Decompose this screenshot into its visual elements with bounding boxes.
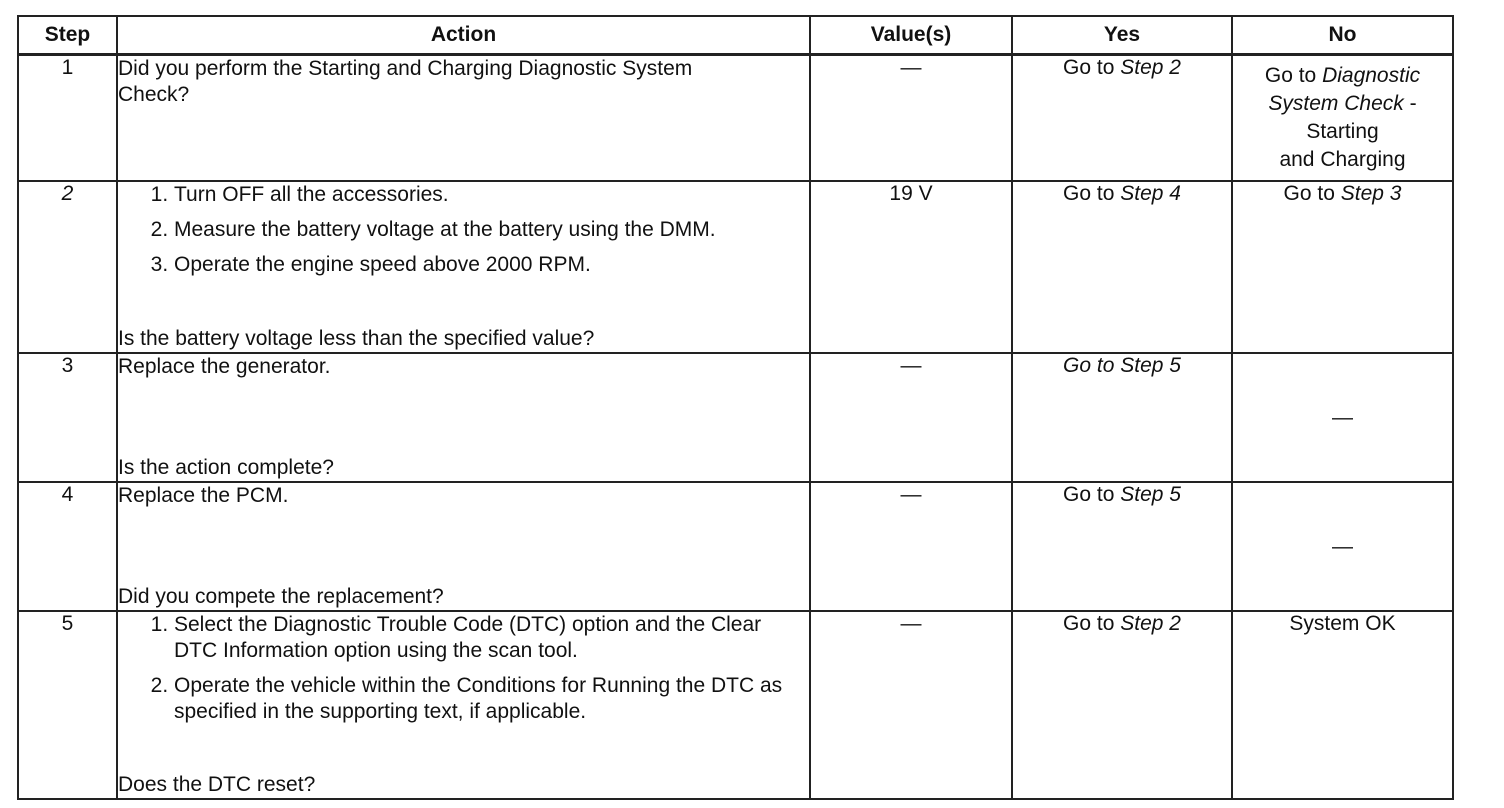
header-yes: Yes	[1012, 16, 1232, 55]
yes-step-link: Step 5	[1120, 483, 1181, 506]
yes-step-link: Step 4	[1120, 182, 1181, 205]
step-number: 3	[18, 353, 117, 482]
value-cell	[810, 482, 1012, 611]
action-text: Replace the PCM.	[118, 484, 289, 507]
no-target-line1: Diagnostic	[1322, 64, 1421, 87]
header-values: Value(s)	[810, 16, 1012, 55]
step-number: 5	[18, 611, 117, 799]
procedure-list	[118, 612, 794, 730]
question-text: Is the battery voltage less than the specified value?	[118, 327, 595, 350]
no-prefix: Go to	[1283, 182, 1341, 205]
no-cell	[1232, 611, 1453, 799]
question-text: Is the action complete?	[118, 456, 334, 479]
yes-prefix: Go to	[1063, 483, 1121, 506]
action-cell	[117, 611, 810, 799]
header-step: Step	[18, 16, 117, 55]
step-number: 2	[18, 181, 117, 353]
yes-cell	[1012, 181, 1232, 353]
action-cell	[117, 482, 810, 611]
value-text: —	[900, 612, 922, 635]
no-text: System OK	[1289, 612, 1396, 635]
table-row	[18, 55, 1453, 182]
action-cell	[117, 55, 810, 182]
step-number: 4	[18, 482, 117, 611]
yes-cell	[1012, 353, 1232, 482]
question-text: Did you compete the replacement?	[118, 585, 444, 608]
value-cell	[810, 353, 1012, 482]
action-cell	[117, 353, 810, 482]
table-row	[18, 353, 1453, 482]
yes-prefix: Go to	[1063, 612, 1121, 635]
no-cell	[1232, 55, 1453, 182]
diagnostic-table	[17, 15, 1454, 800]
no-suffix: -	[1409, 92, 1417, 115]
yes-step-link: Go to Step 5	[1063, 354, 1181, 377]
table-row	[18, 181, 1453, 353]
procedure-step: 2. Operate the vehicle within the Conditions for Running the DTC as specified in the supporting text, if applicable.	[174, 673, 794, 725]
yes-cell	[1012, 55, 1232, 182]
value-text: —	[900, 56, 922, 79]
no-line4: and Charging	[1279, 148, 1406, 171]
value-text: —	[900, 354, 922, 377]
yes-cell	[1012, 611, 1232, 799]
action-cell	[117, 181, 810, 353]
table-row	[18, 482, 1453, 611]
no-cell	[1232, 181, 1453, 353]
value-cell	[810, 55, 1012, 182]
step-number: 1	[18, 55, 117, 182]
procedure-step: 1. Turn OFF all the accessories.	[174, 182, 734, 208]
no-step-link: Step 3	[1340, 182, 1402, 205]
yes-step-link: Step 2	[1120, 56, 1181, 79]
no-text: —	[1332, 405, 1353, 429]
procedure-step: 1. Select the Diagnostic Trouble Code (DTC) option and the Clear DTC Information option using the scan tool.	[174, 612, 794, 664]
action-text: Did you perform the Starting and Charging Diagnostic System Check?	[118, 57, 693, 106]
no-text: —	[1332, 534, 1353, 558]
no-cell	[1232, 353, 1453, 482]
yes-prefix: Go to	[1063, 182, 1121, 205]
no-line3: Starting	[1306, 120, 1379, 143]
procedure-step: 3. Operate the engine speed above 2000 RPM.	[174, 252, 734, 278]
procedure-step: 2. Measure the battery voltage at the battery using the DMM.	[174, 217, 734, 243]
action-text: Replace the generator.	[118, 355, 331, 378]
question-text: Does the DTC reset?	[118, 773, 316, 796]
no-cell	[1232, 482, 1453, 611]
no-target-line2: System Check	[1268, 92, 1404, 115]
yes-step-link: Step 2	[1120, 612, 1181, 635]
value-cell	[810, 181, 1012, 353]
header-no: No	[1232, 16, 1453, 55]
procedure-list	[118, 182, 734, 283]
header-row	[18, 16, 1453, 55]
table-row	[18, 611, 1453, 799]
value-cell	[810, 611, 1012, 799]
value-text: 19 V	[889, 182, 933, 205]
value-text: —	[900, 483, 922, 506]
no-prefix: Go to	[1264, 64, 1323, 87]
yes-cell	[1012, 482, 1232, 611]
yes-prefix: Go to	[1063, 56, 1121, 79]
header-action: Action	[117, 16, 810, 55]
